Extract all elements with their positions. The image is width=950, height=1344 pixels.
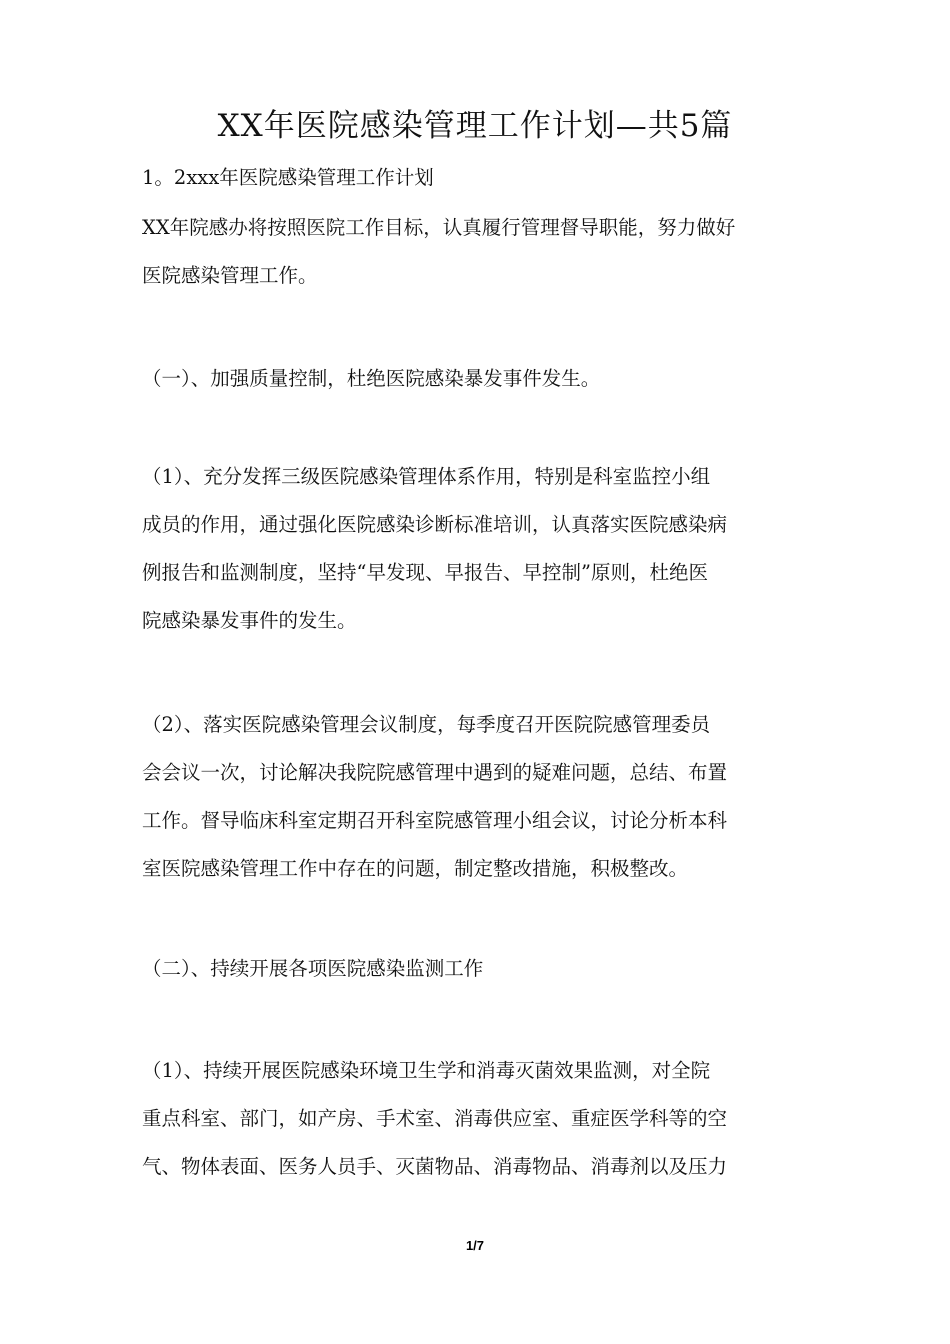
text-line: 会会议一次，讨论解决我院院感管理中遇到的疑难问题，总结、布置 [142,761,728,784]
part1-item1-paragraph [142,453,832,645]
section-heading: 1。2xxx年医院感染管理工作计划 [142,166,434,189]
document-body [142,158,832,1191]
intro-paragraph [142,204,832,300]
text-line: 例报告和监测制度，坚持“早发现、早报告、早控制”原则，杜绝医 [142,561,708,584]
part2-heading: （二）、持续开展各项医院感染监测工作 [142,957,484,980]
part2-item1-paragraph [142,1047,832,1191]
text-line: 气、物体表面、医务人员手、灭菌物品、消毒物品、消毒剂以及压力 [142,1155,728,1178]
text-line: （1）、持续开展医院感染环境卫生学和消毒灭菌效果监测，对全院 [142,1059,711,1082]
text-line: （2）、落实医院感染管理会议制度，每季度召开医院院感管理委员 [142,713,711,736]
part1-item2-paragraph [142,701,832,893]
text-line: （1）、充分发挥三级医院感染管理体系作用，特别是科室监控小组 [142,465,711,488]
text-line: 医院感染管理工作。 [142,264,318,287]
text-line: 工作。督导临床科室定期召开科室院感管理小组会议，讨论分析本科 [142,809,728,832]
text-line: 重点科室、部门，如产房、手术室、消毒供应室、重症医学科等的空 [142,1107,728,1130]
text-line: XX年院感办将按照医院工作目标，认真履行管理督导职能，努力做好 [142,216,736,239]
document-title: XX年医院感染管理工作计划—共5篇 [217,108,733,144]
text-line: 成员的作用，通过强化医院感染诊断标准培训，认真落实医院感染病 [142,513,728,536]
page-number: 1/7 [465,1238,485,1253]
part1-heading: （一）、加强质量控制，杜绝医院感染暴发事件发生。 [142,367,601,390]
text-line: 院感染暴发事件的发生。 [142,609,357,632]
text-line: 室医院感染管理工作中存在的问题，制定整改措施，积极整改。 [142,857,689,880]
